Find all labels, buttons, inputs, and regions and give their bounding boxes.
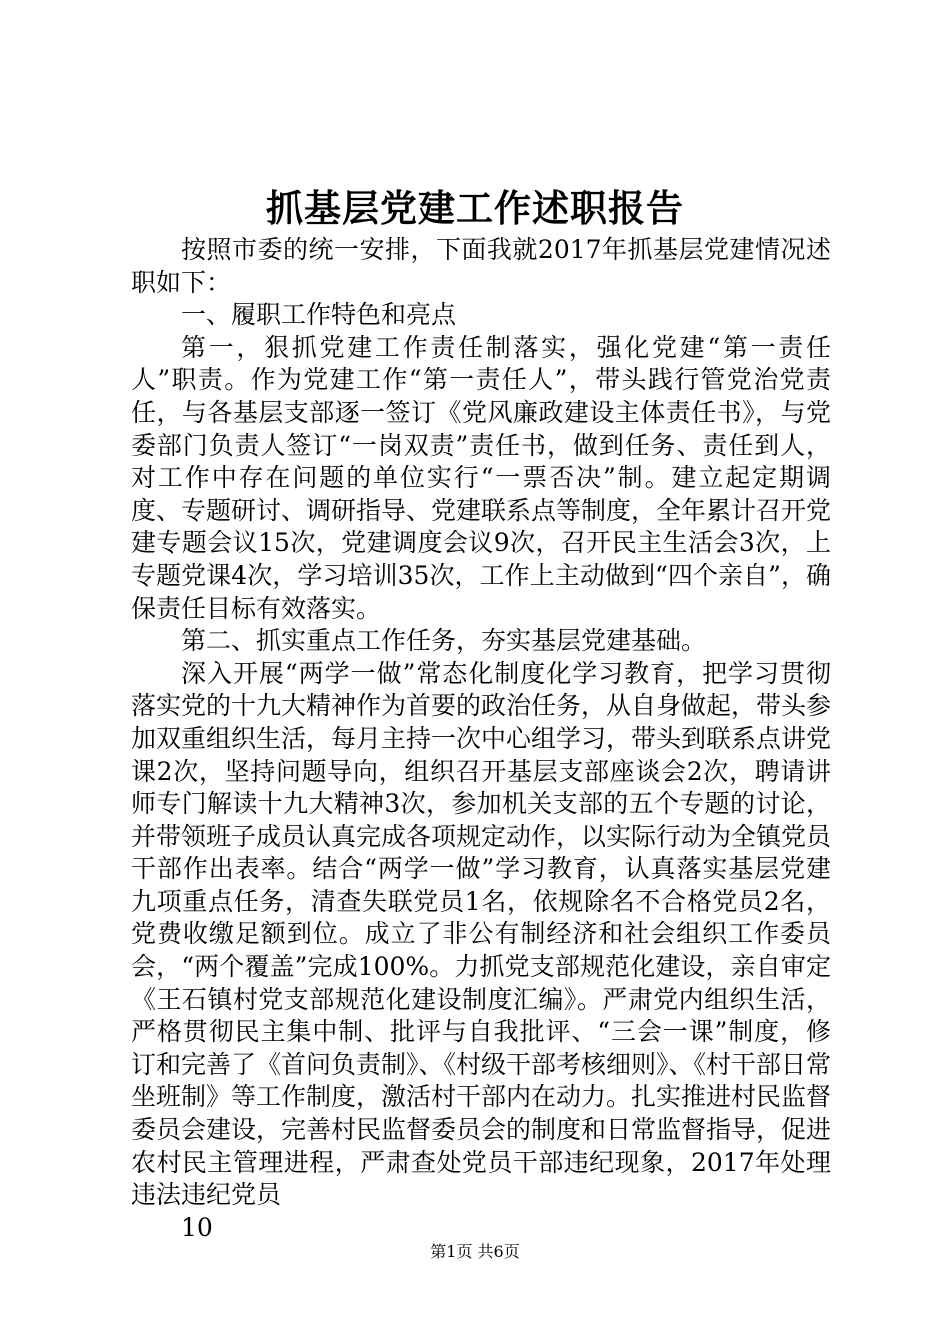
paragraph-first-point: 第一，狠抓党建工作责任制落实，强化党建“第一责任人”职责。作为党建工作“第一责任人”，带头践行管党治党责任，与各基层支部逐一签订《党风廉政建设主体责任书》，与党委部门负责人签订“一岗双责”责任书，做到任务、责任到人，对工作中存在问题的单位实行“一票否决”制。建立起定期调度、专题研讨、调研指导、党建联系点等制度，全年累计召开党建专题会议15次，党建调度会议9次，召开民主生活会3次，上专题党课4次，学习培训35次，工作上主动做到“四个亲自”，确保责任目标有效落实。	[131, 332, 832, 623]
paragraph-section-heading: 一、履职工作特色和亮点	[181, 300, 457, 330]
page-footer: 第1页 共6页	[430, 1242, 520, 1261]
paragraph-second-point-body: 深入开展“两学一做”常态化制度化学习教育，把学习贯彻落实党的十九大精神作为首要的政治任务，从自身做起，带头参加双重组织生活，每月主持一次中心组学习，带头到联系点讲党课2次，坚持问题导向，组织召开基层支部座谈会2次，聘请讲师专门解读十九大精神3次，参加机关支部的五个专题的讨论，并带领班子成员认真完成各项规定动作，以实际行动为全镇党员干部作出表率。结合“两学一做”学习教育，认真落实基层党建九项重点任务，清查失联党员1名，依规除名不合格党员2名，党费收缴足额到位。成立了非公有制经济和社会组织工作委员会，“两个覆盖”完成100%。力抓党支部规范化建设，亲自审定《王石镇村党支部规范化建设制度汇编》。严肃党内组织生活，严格贯彻民主集中制、批评与自我批评、“三会一课”制度，修订和完善了《首问负责制》、《村级干部考核细则》、《村干部日常坐班制》等工作制度，激活村干部内在动力。扎实推进村民监督委员会建设，完善村民监督委员会的制度和日常监督指导，促进农村民主管理进程，严肃查处党员干部违纪现象，2017年处理违法违纪党员	[131, 658, 832, 1210]
paragraph-second-point-heading: 第二、抓实重点工作任务，夯实基层党建基础。	[181, 626, 707, 656]
paragraph-continuation-number: 10	[181, 1212, 213, 1242]
paragraph-intro: 按照市委的统一安排，下面我就2017年抓基层党建情况述职如下：	[131, 235, 831, 297]
document-body	[131, 234, 831, 1244]
document-title: 抓基层党建工作述职报告	[266, 186, 684, 230]
